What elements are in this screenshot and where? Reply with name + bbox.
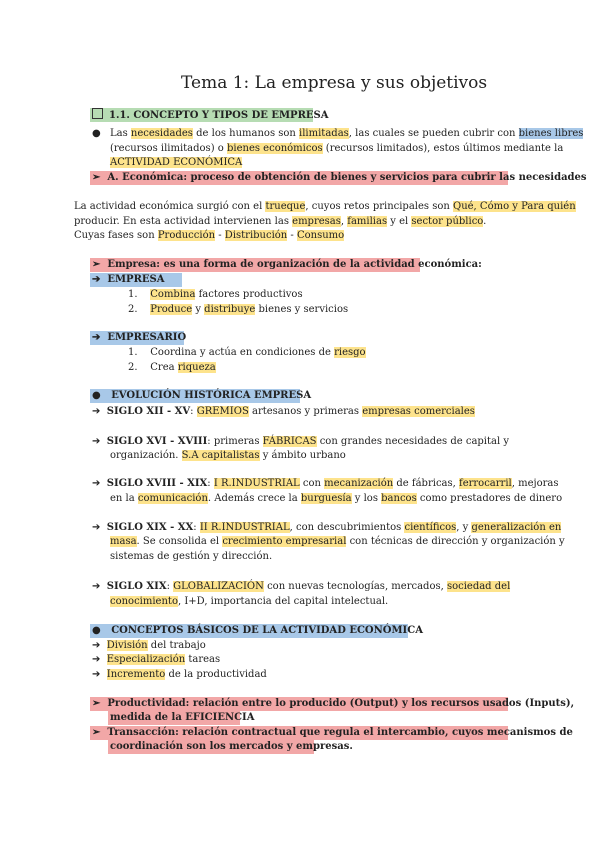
siglo-1 — [92, 405, 475, 419]
text-span: . Se consolida el — [136, 536, 223, 547]
text-span: y ámbito urbano — [259, 450, 346, 461]
text-span: burguesía — [300, 493, 352, 504]
text-span: masa — [110, 536, 137, 547]
bullet-icon: ● — [92, 128, 101, 139]
paragraph-line-3 — [74, 229, 344, 243]
text-span: conocimiento — [110, 596, 178, 607]
text-span: , mejoras — [511, 478, 559, 489]
text-span: con grandes necesidades de capital y — [316, 436, 510, 447]
text-span: 1. — [128, 347, 138, 358]
text-span: comunicación — [137, 493, 208, 504]
text-span: - — [215, 230, 225, 241]
text-span: con nuevas tecnologías, mercados, — [263, 581, 447, 592]
text-span: . Además crece la — [207, 493, 301, 504]
text-span: A. Económica: proceso de obtención de bienes y servicios para cubrir las necesidades — [107, 172, 587, 183]
arrow-right-icon: ➔ — [92, 436, 101, 447]
text-span: (recursos limitados), estos últimos mediante la — [322, 143, 564, 154]
bullet-paragraph — [92, 127, 101, 141]
text-span: II R.INDUSTRIAL — [199, 522, 290, 533]
text-span: organización. — [110, 450, 182, 461]
text-span: SIGLO XIX — [106, 581, 167, 592]
paragraph-line-1 — [74, 200, 576, 214]
siglo-5-line-2 — [110, 595, 388, 609]
text-span: - — [287, 230, 297, 241]
text-span: Coordina y actúa en condiciones de — [150, 347, 335, 358]
text-span: , I+D, importancia del capital intelectual. — [177, 596, 389, 607]
text-span: SIGLO XII - XV — [106, 406, 191, 417]
text-span: , cuyos retos principales son — [305, 201, 453, 212]
bullet-line-3 — [110, 156, 242, 170]
section-header — [92, 108, 328, 123]
text-span: medida de la EFICIENCIA — [110, 712, 255, 723]
text-span: : — [190, 406, 197, 417]
empresa-item-2 — [128, 303, 348, 317]
text-span: CONCEPTOS BÁSICOS DE LA ACTIVIDAD ECONÓMICA — [111, 625, 423, 636]
text-span: científicos — [404, 522, 457, 533]
text-span: SIGLO XIX - XX — [106, 522, 194, 533]
empresa-definition — [92, 258, 482, 272]
text-span: Crea — [150, 362, 178, 373]
text-span: bienes libres — [518, 128, 584, 139]
text-span: Transacción: relación contractual que regula el intercambio, cuyos mecanismos de — [107, 727, 573, 738]
bullet-line-1 — [110, 127, 583, 141]
text-span: empresas comerciales — [362, 406, 475, 417]
arrow-right-icon: ➔ — [92, 274, 101, 285]
text-span: sector público — [411, 216, 484, 227]
text-span: Especialización — [106, 654, 186, 665]
text-span: y — [192, 304, 205, 315]
text-span: Qué, Cómo y Para quién — [453, 201, 576, 212]
text-span: Producción — [157, 230, 216, 241]
arrow-icon: ➢ — [92, 727, 101, 738]
siglo-4-line-3 — [110, 550, 272, 564]
section-title: 1.1. CONCEPTO Y TIPOS DE EMPRESA — [109, 110, 329, 121]
text-span: : — [166, 581, 174, 592]
text-span: como prestadores de dinero — [416, 493, 563, 504]
empresario-item-1 — [128, 346, 366, 360]
text-span: ACTIVIDAD ECONÓMICA — [110, 157, 243, 168]
arrow-right-icon: ➔ — [92, 522, 101, 533]
concepto-item-2 — [92, 653, 220, 667]
arrow-icon: ➢ — [92, 172, 101, 183]
text-span: GREMIOS — [196, 406, 249, 417]
a-economica-definition — [92, 171, 587, 185]
arrow-right-icon: ➔ — [92, 640, 101, 651]
text-span: : — [207, 478, 214, 489]
productividad-line-2 — [110, 711, 254, 725]
text-span: División — [106, 640, 148, 651]
arrow-right-icon: ➔ — [92, 581, 101, 592]
arrow-right-icon: ➔ — [92, 406, 101, 417]
paragraph-line-2 — [74, 215, 486, 229]
productividad-line-1 — [92, 697, 574, 711]
text-span: Cuyas fases son — [74, 230, 158, 241]
text-span: crecimiento empresarial — [222, 536, 347, 547]
text-span: Productividad: relación entre lo producido (Output) y los recursos usados (Inputs), — [107, 698, 575, 709]
text-span: GLOBALIZACIÓN — [173, 581, 264, 592]
text-span: mecanización — [324, 478, 394, 489]
text-span: artesanos y primeras — [248, 406, 363, 417]
text-span: con — [299, 478, 325, 489]
text-span: , y — [456, 522, 472, 533]
text-span: EMPRESARIO — [107, 332, 187, 343]
text-span: SIGLO XVI - XVIII — [106, 436, 208, 447]
text-span: FÁBRICAS — [262, 436, 317, 447]
text-span: de los humanos son — [192, 128, 300, 139]
empresa-heading — [92, 273, 164, 287]
siglo-2-line-2 — [110, 449, 346, 463]
text-span: factores productivos — [195, 289, 303, 300]
text-span: EVOLUCIÓN HISTÓRICA EMPRESA — [111, 390, 312, 401]
siglo-4-line-1 — [92, 521, 561, 535]
concepto-item-3 — [92, 668, 267, 682]
text-span: EMPRESA — [107, 274, 165, 285]
text-span: y los — [351, 493, 382, 504]
text-span: : primeras — [207, 436, 263, 447]
text-span: producir. En esta actividad intervienen las — [74, 216, 293, 227]
text-span: en la — [110, 493, 138, 504]
empresa-item-1 — [128, 288, 303, 302]
text-span: de fábricas, — [393, 478, 459, 489]
transaccion-line-1 — [92, 726, 573, 740]
text-span: 2. — [128, 304, 138, 315]
text-span: familias — [347, 216, 388, 227]
text-span: tareas — [185, 654, 221, 665]
checkbox-icon — [92, 108, 103, 119]
bullet-icon: ● — [92, 390, 101, 401]
arrow-right-icon: ➔ — [92, 478, 101, 489]
text-span: Combina — [150, 289, 196, 300]
concepto-item-1 — [92, 639, 206, 653]
arrow-right-icon: ➔ — [92, 669, 101, 680]
bullet-line-2 — [110, 142, 563, 156]
text-span: trueque — [265, 201, 306, 212]
text-span: riqueza — [177, 362, 216, 373]
text-span: coordinación son los mercados y empresas. — [110, 741, 353, 752]
text-span: sociedad del — [446, 581, 511, 592]
text-span: necesidades — [130, 128, 193, 139]
text-span: , las cuales se pueden cubrir con — [348, 128, 519, 139]
text-span: . — [483, 216, 487, 227]
siglo-5-line-1 — [92, 580, 510, 594]
text-span: ferrocarril — [459, 478, 512, 489]
text-span: sistemas de gestión y dirección. — [110, 551, 273, 562]
transaccion-line-2 — [110, 740, 353, 754]
text-span: Distribución — [224, 230, 288, 241]
arrow-right-icon: ➔ — [92, 332, 101, 343]
text-span: ilimitadas — [299, 128, 349, 139]
text-span: , — [340, 216, 348, 227]
text-span: generalización en — [471, 522, 562, 533]
text-span: Empresa: es una forma de organización de la actividad económica: — [107, 259, 482, 270]
text-span: distribuye — [204, 304, 256, 315]
siglo-3-line-2 — [110, 492, 562, 506]
text-span: La actividad económica surgió con el — [74, 201, 266, 212]
text-span: 2. — [128, 362, 138, 373]
text-span: I R.INDUSTRIAL — [213, 478, 300, 489]
text-span: Produce — [150, 304, 193, 315]
page-title: Tema 1: La empresa y sus objetivos — [181, 73, 488, 93]
text-span: SIGLO XVIII - XIX — [106, 478, 208, 489]
text-span: de la productividad — [165, 669, 267, 680]
text-span: del trabajo — [147, 640, 206, 651]
text-span: 1. — [128, 289, 138, 300]
text-span: Incremento — [106, 669, 166, 680]
text-span: S.A capitalistas — [181, 450, 260, 461]
text-span: bancos — [381, 493, 417, 504]
siglo-2-line-1 — [92, 435, 509, 449]
empresario-heading — [92, 331, 186, 345]
text-span: : — [193, 522, 200, 533]
text-span: (recursos ilimitados) o — [110, 143, 227, 154]
arrow-right-icon: ➔ — [92, 654, 101, 665]
siglo-3-line-1 — [92, 477, 559, 491]
evolucion-heading — [92, 389, 311, 403]
text-span: bienes económicos — [226, 143, 323, 154]
empresario-item-2 — [128, 361, 216, 375]
text-span: empresas — [292, 216, 341, 227]
siglo-4-line-2 — [110, 535, 565, 549]
text-span: y el — [387, 216, 412, 227]
bullet-icon: ● — [92, 625, 101, 636]
text-span: Consumo — [297, 230, 345, 241]
arrow-icon: ➢ — [92, 259, 101, 270]
text-span: con técnicas de dirección y organización y — [346, 536, 565, 547]
text-span: riesgo — [334, 347, 366, 358]
text-span: Las — [110, 128, 131, 139]
arrow-icon: ➢ — [92, 698, 101, 709]
conceptos-heading — [92, 624, 423, 638]
text-span: bienes y servicios — [255, 304, 349, 315]
text-span: , con descubrimientos — [289, 522, 405, 533]
